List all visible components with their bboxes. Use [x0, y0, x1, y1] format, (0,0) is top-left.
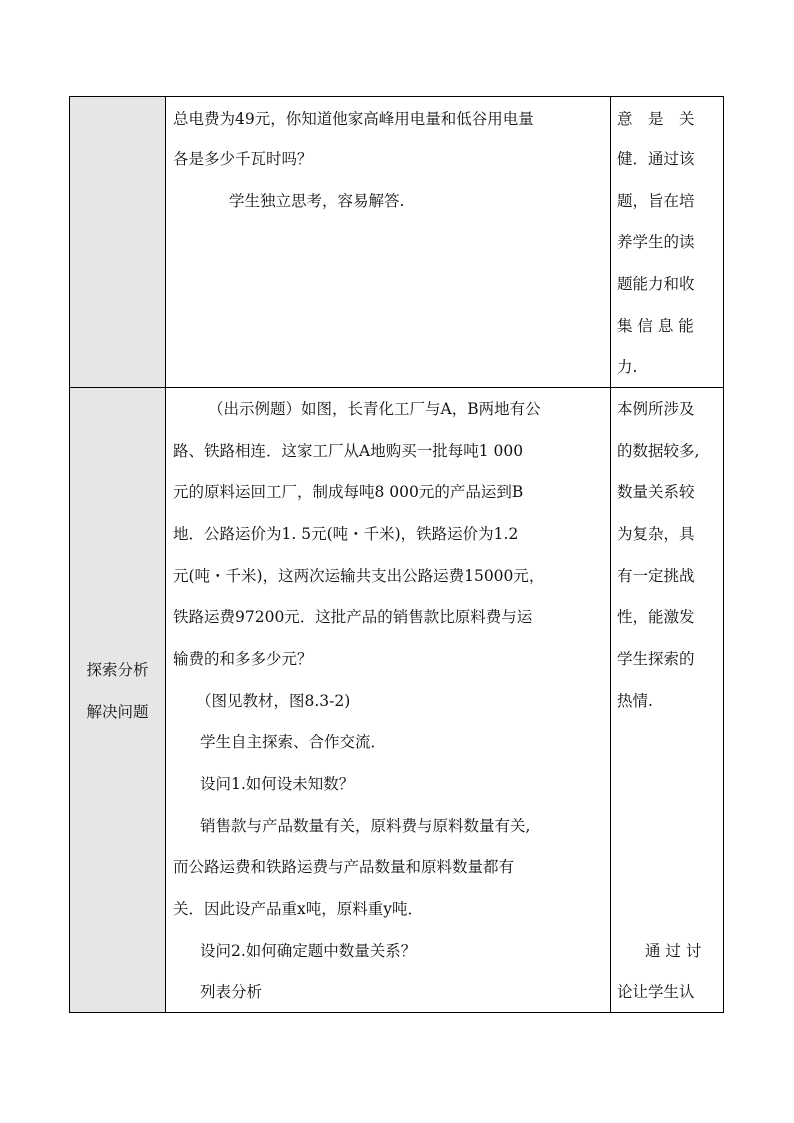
note-line: 学生探索的 — [617, 650, 695, 668]
note-line: 养学生的读 — [617, 233, 695, 251]
note-line: 论让学生认 — [617, 983, 695, 1001]
content-line: 设问1.如何设未知数？ — [200, 775, 355, 793]
note-line: 集 信 息 能 — [617, 317, 694, 335]
content-line: 关．因此设产品重x吨，原料重y吨． — [173, 900, 423, 918]
note-line: 为复杂，具 — [617, 525, 695, 543]
note-line: 有一定挑战 — [617, 567, 695, 585]
content-line: 各是多少千瓦时吗？ — [173, 150, 313, 168]
note-line: 通 过 讨 — [645, 942, 702, 960]
row2-label — [70, 387, 165, 1012]
note-line: 数量关系较 — [617, 483, 695, 501]
content-line: 学生自主探索、合作交流． — [200, 733, 387, 751]
content-line: 总电费为49元，你知道他家高峰用电量和低谷用电量 — [173, 110, 534, 128]
content-line: 而公路运费和铁路运费与产品数量和原料数量都有 — [173, 858, 515, 876]
note-line: 本例所涉及 — [617, 400, 695, 418]
note-line: 热情. — [617, 692, 653, 710]
note-line: 题，旨在培 — [617, 192, 695, 210]
note-line: 力. — [617, 358, 638, 376]
lesson-table — [69, 96, 724, 1013]
note-line: 题能力和收 — [617, 275, 695, 293]
content-line: 铁路运费97200元．这批产品的销售款比原料费与运 — [173, 608, 533, 626]
content-line: 地．公路运价为1. 5元(吨・千米)，铁路运价为1.2 — [173, 525, 519, 543]
section-label-line: 解决问题 — [86, 703, 149, 721]
content-line: 路、铁路相连．这家工厂从A地购买一批每吨1 000 — [173, 442, 524, 460]
content-line: （图见教材，图8.3-2) — [196, 692, 351, 710]
row1-content-cell — [166, 97, 609, 387]
note-line: 意 是 关 — [617, 110, 695, 128]
row2-content-cell — [166, 387, 609, 1012]
row-2 — [70, 387, 723, 1012]
content-line: 元(吨・千米)，这两次运输共支出公路运费15000元， — [173, 567, 545, 585]
row-1 — [70, 97, 723, 387]
content-line: 设问2.如何确定题中数量关系？ — [200, 942, 417, 960]
content-line: 学生独立思考，容易解答. — [229, 192, 405, 210]
row2-note-cell — [611, 387, 723, 1012]
row1-note-cell — [611, 97, 723, 387]
content-line: 销售款与产品数量有关，原料费与原料数量有关, — [200, 817, 531, 835]
content-line: 列表分析 — [200, 983, 263, 1001]
content-line: （出示例题）如图，长青化工厂与A，B两地有公 — [208, 400, 541, 418]
note-line: 健．通过该 — [617, 150, 695, 168]
content-line: 输费的和多多少元？ — [173, 650, 313, 668]
content-line: 元的原料运回工厂，制成每吨8 000元的产品运到B — [173, 483, 524, 501]
note-line: 的数据较多, — [617, 442, 700, 460]
note-line: 性，能激发 — [617, 608, 695, 626]
section-label-line: 探索分析 — [86, 661, 149, 679]
